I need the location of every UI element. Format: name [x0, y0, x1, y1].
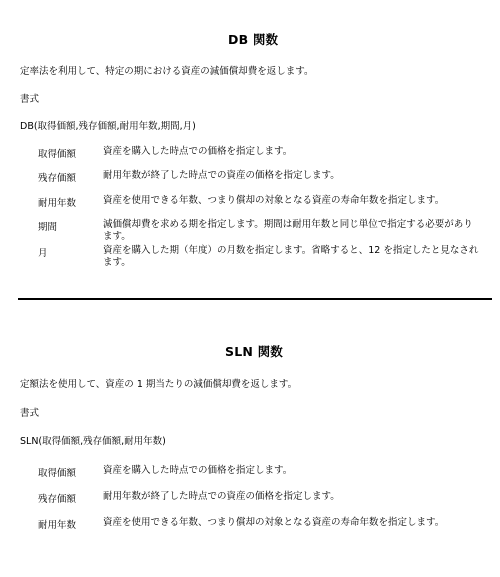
section-divider [18, 298, 492, 300]
db-syntax-heading: 書式 [20, 94, 40, 105]
sln-syntax-heading: 書式 [20, 408, 40, 419]
db-arg-desc: 資産を購入した時点での価格を指定します。 [103, 146, 293, 157]
db-arg-term: 期間 [38, 222, 58, 233]
sln-arg-desc: 耐用年数が終了した時点での資産の価格を指定します。 [103, 491, 340, 502]
db-function-title: DB 関数 [228, 32, 279, 47]
db-syntax: DB(取得価額,残存価額,耐用年数,期間,月) [20, 121, 196, 132]
db-arg-desc: 耐用年数が終了した時点での資産の価格を指定します。 [103, 170, 340, 181]
sln-arg-term: 残存価額 [38, 494, 77, 505]
sln-arg-term: 耐用年数 [38, 520, 77, 531]
db-arg-term: 残存価額 [38, 173, 77, 184]
sln-function-title: SLN 関数 [225, 344, 283, 359]
db-arg-desc: 減価償却費を求める期を指定します。期間は耐用年数と同じ単位で指定する必要があります。 [103, 219, 473, 242]
sln-arg-desc: 資産を使用できる年数、つまり償却の対象となる資産の寿命年数を指定します。 [103, 517, 445, 528]
sln-syntax: SLN(取得価額,残存価額,耐用年数) [20, 436, 166, 447]
db-arg-term: 取得価額 [38, 149, 77, 160]
sln-arg-term: 取得価額 [38, 468, 77, 479]
db-arg-term: 月 [38, 248, 48, 259]
sln-arg-desc: 資産を購入した時点での価格を指定します。 [103, 465, 293, 476]
db-arg-desc: 資産を使用できる年数、つまり償却の対象となる資産の寿命年数を指定します。 [103, 195, 445, 206]
sln-intro-text: 定額法を使用して、資産の 1 期当たりの減価償却費を返します。 [20, 379, 298, 390]
db-intro-text: 定率法を利用して、特定の期における資産の減価償却費を返します。 [20, 66, 314, 77]
db-arg-desc: 資産を購入した期（年度）の月数を指定します。省略すると、12 を指定したと見なされます。 [103, 245, 479, 268]
db-arg-term: 耐用年数 [38, 198, 77, 209]
